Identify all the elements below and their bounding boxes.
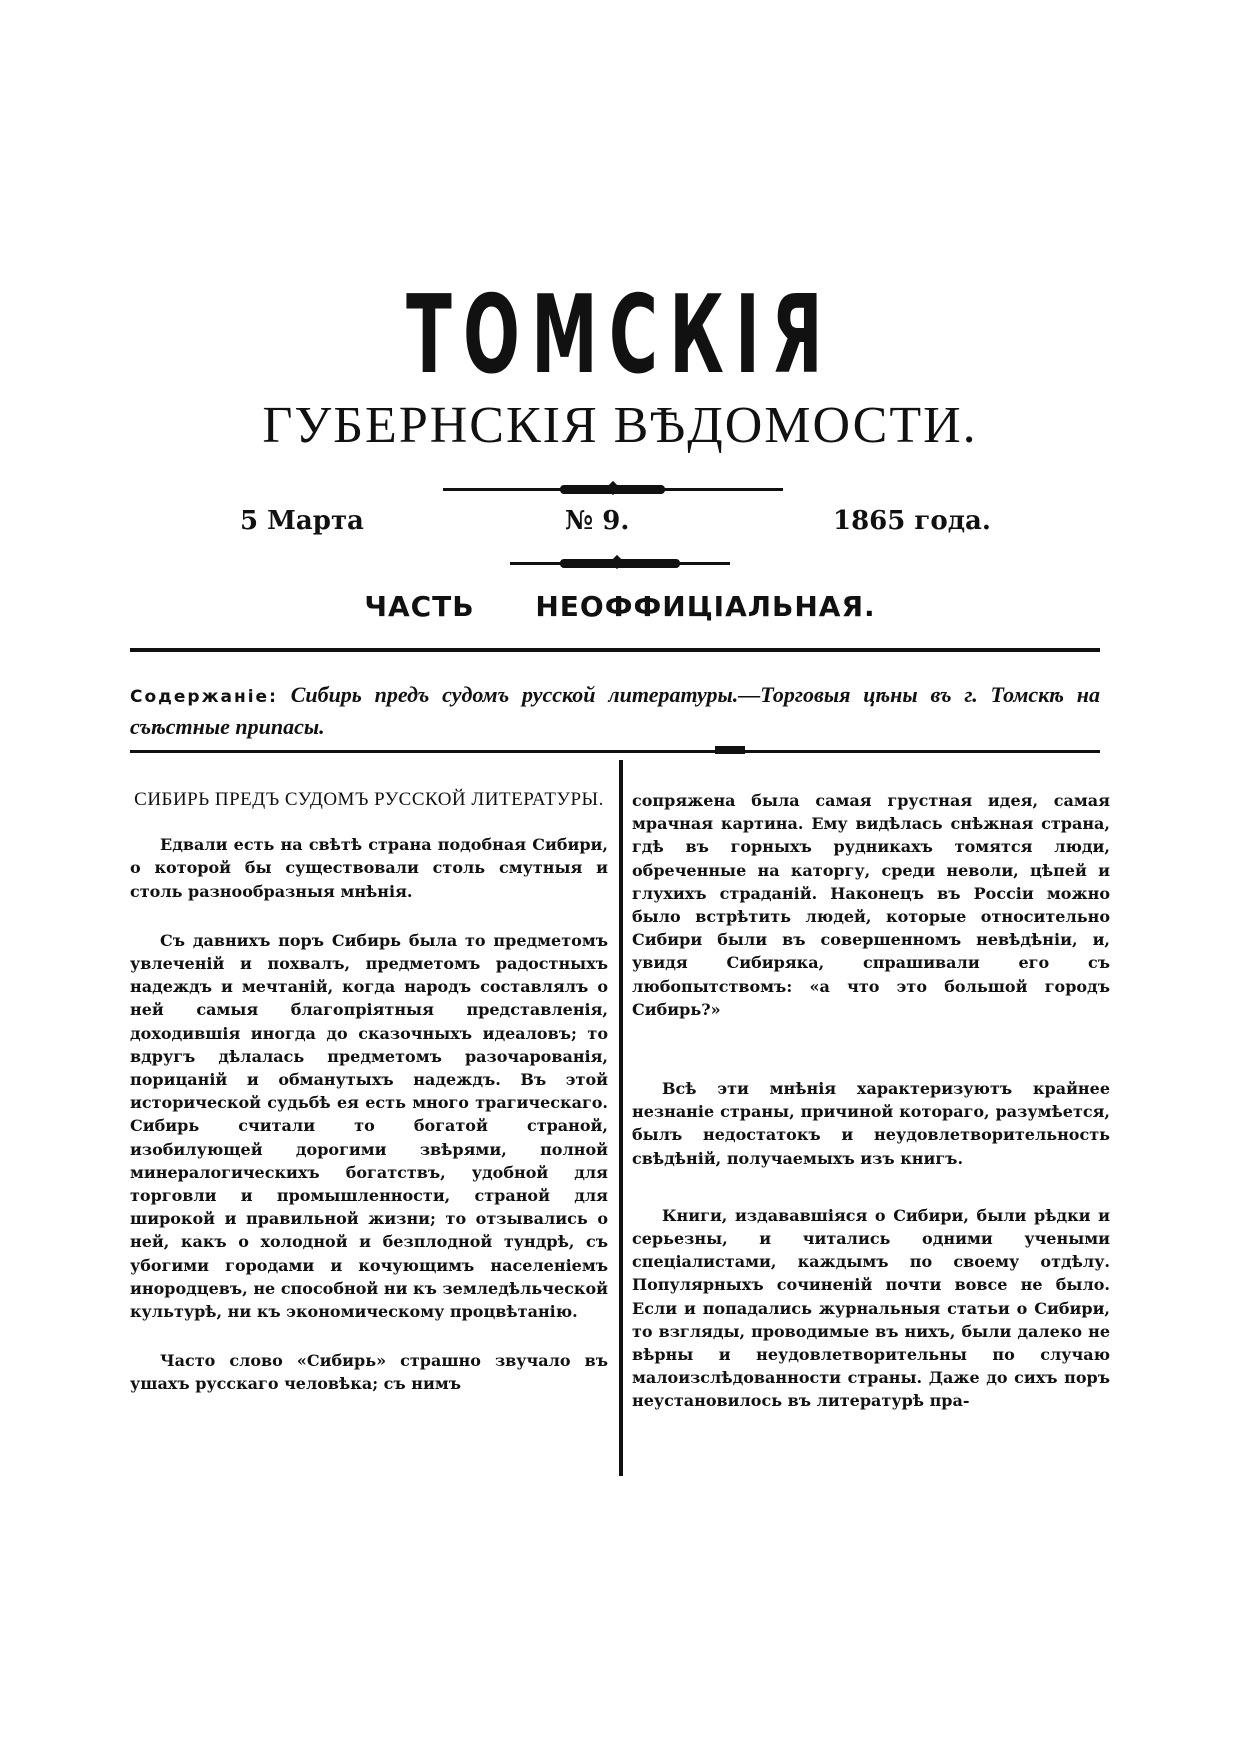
paragraph: сопряжена была самая грустная идея, самая мрачная картина. Ему видѣлась снѣжная страна, гдѣ въ горныхъ рудникахъ томятся люди, обреченные на каторгу, среди неволи, цѣпей и глухихъ страданій. Наконецъ въ Россіи можно было встрѣтить людей, которые относительно Сибири были въ совершенномъ невѣдѣніи, и, увидя Сибиряка, спрашивали его съ любопытствомъ: «а что это большой городъ Сибирь?» (632, 791, 1110, 1019)
left-column (130, 778, 608, 1422)
issue-date: 5 Марта (240, 506, 364, 536)
rule-above-contents (130, 648, 1100, 652)
right-column (632, 789, 1110, 1439)
newspaper-title: ТОМСКІЯ (406, 273, 834, 398)
rule-ornament (715, 746, 745, 754)
paragraph: Часто слово «Сибирь» страшно звучало въ ушахъ русскаго человѣка; съ нимъ (130, 1351, 608, 1394)
contents-label: Содержаніе: (130, 687, 278, 707)
section-title: ЧАСТЬ НЕОФФИЦІАЛЬНАЯ. (364, 590, 876, 623)
column-divider (619, 760, 623, 1476)
paragraph: Всѣ эти мнѣнія характеризуютъ крайнее незнаніе страны, причиной котораго, разумѣется, былъ недостатокъ и неудовлетворительность свѣдѣній, получаемыхъ изъ книгъ. (632, 1079, 1110, 1168)
contents-text: Сибирь предъ судомъ русской литературы.—Торговыя цѣны въ г. Томскѣ на съѣстные припасы. (130, 682, 1101, 739)
article-title: СИБИРЬ ПРЕДЪ СУДОМЪ РУССКОЙ ЛИТЕРАТУРЫ. (134, 789, 604, 810)
paragraph: Едвали есть на свѣтѣ страна подобная Сибири, о которой бы существовали столь смутныя и столь разнообразныя мнѣнія. (130, 835, 608, 901)
issue-year: 1865 года. (833, 506, 991, 536)
issue-number: № 9. (565, 506, 630, 536)
newspaper-subtitle: ГУБЕРНСКІЯ ВѢДОМОСТИ. (262, 397, 978, 454)
contents-block (130, 680, 1100, 741)
rule-below-contents (130, 750, 1100, 753)
paragraph: Книги, издававшіяся о Сибири, были рѣдки и серьезны, и читались одними учеными спеціалистами, каждымъ по своему отдѣлу. Популярныхъ сочиненій почти вовсе не было. Если и попадались журнальныя статьи о Сибири, то взгляды, проводимые въ нихъ, были далеко не вѣрны и неудовлетворительны по случаю малоизслѣдованности страны. Даже до сихъ поръ неустановилось въ литературѣ пра- (632, 1205, 1110, 1411)
paragraph: Съ давнихъ поръ Сибирь была то предметомъ увлеченій и похвалъ, предметомъ радостныхъ надеждъ и мечтаній, когда народъ составлялъ о ней самыя благопріятныя представленія, доходившія иногда до сказочныхъ идеаловъ; то вдругъ дѣлалась предметомъ разочарованія, порицаній и обманутыхъ надеждъ. Въ этой исторической судьбѣ ея есть много трагическаго. Сибирь считали то богатой страной, изобилующей дорогими звѣрями, полной минералогическихъ богатствъ, удобной для торговли и промышленности, страной для широкой и правильной жизни; то отзывались о ней, какъ о холодной и безплодной тундрѣ, съ убогими городами и кочующимъ населеніемъ инородцевъ, не способной ни къ земледѣльческой культурѣ, ни къ экономическому процвѣтанію. (130, 930, 608, 1322)
